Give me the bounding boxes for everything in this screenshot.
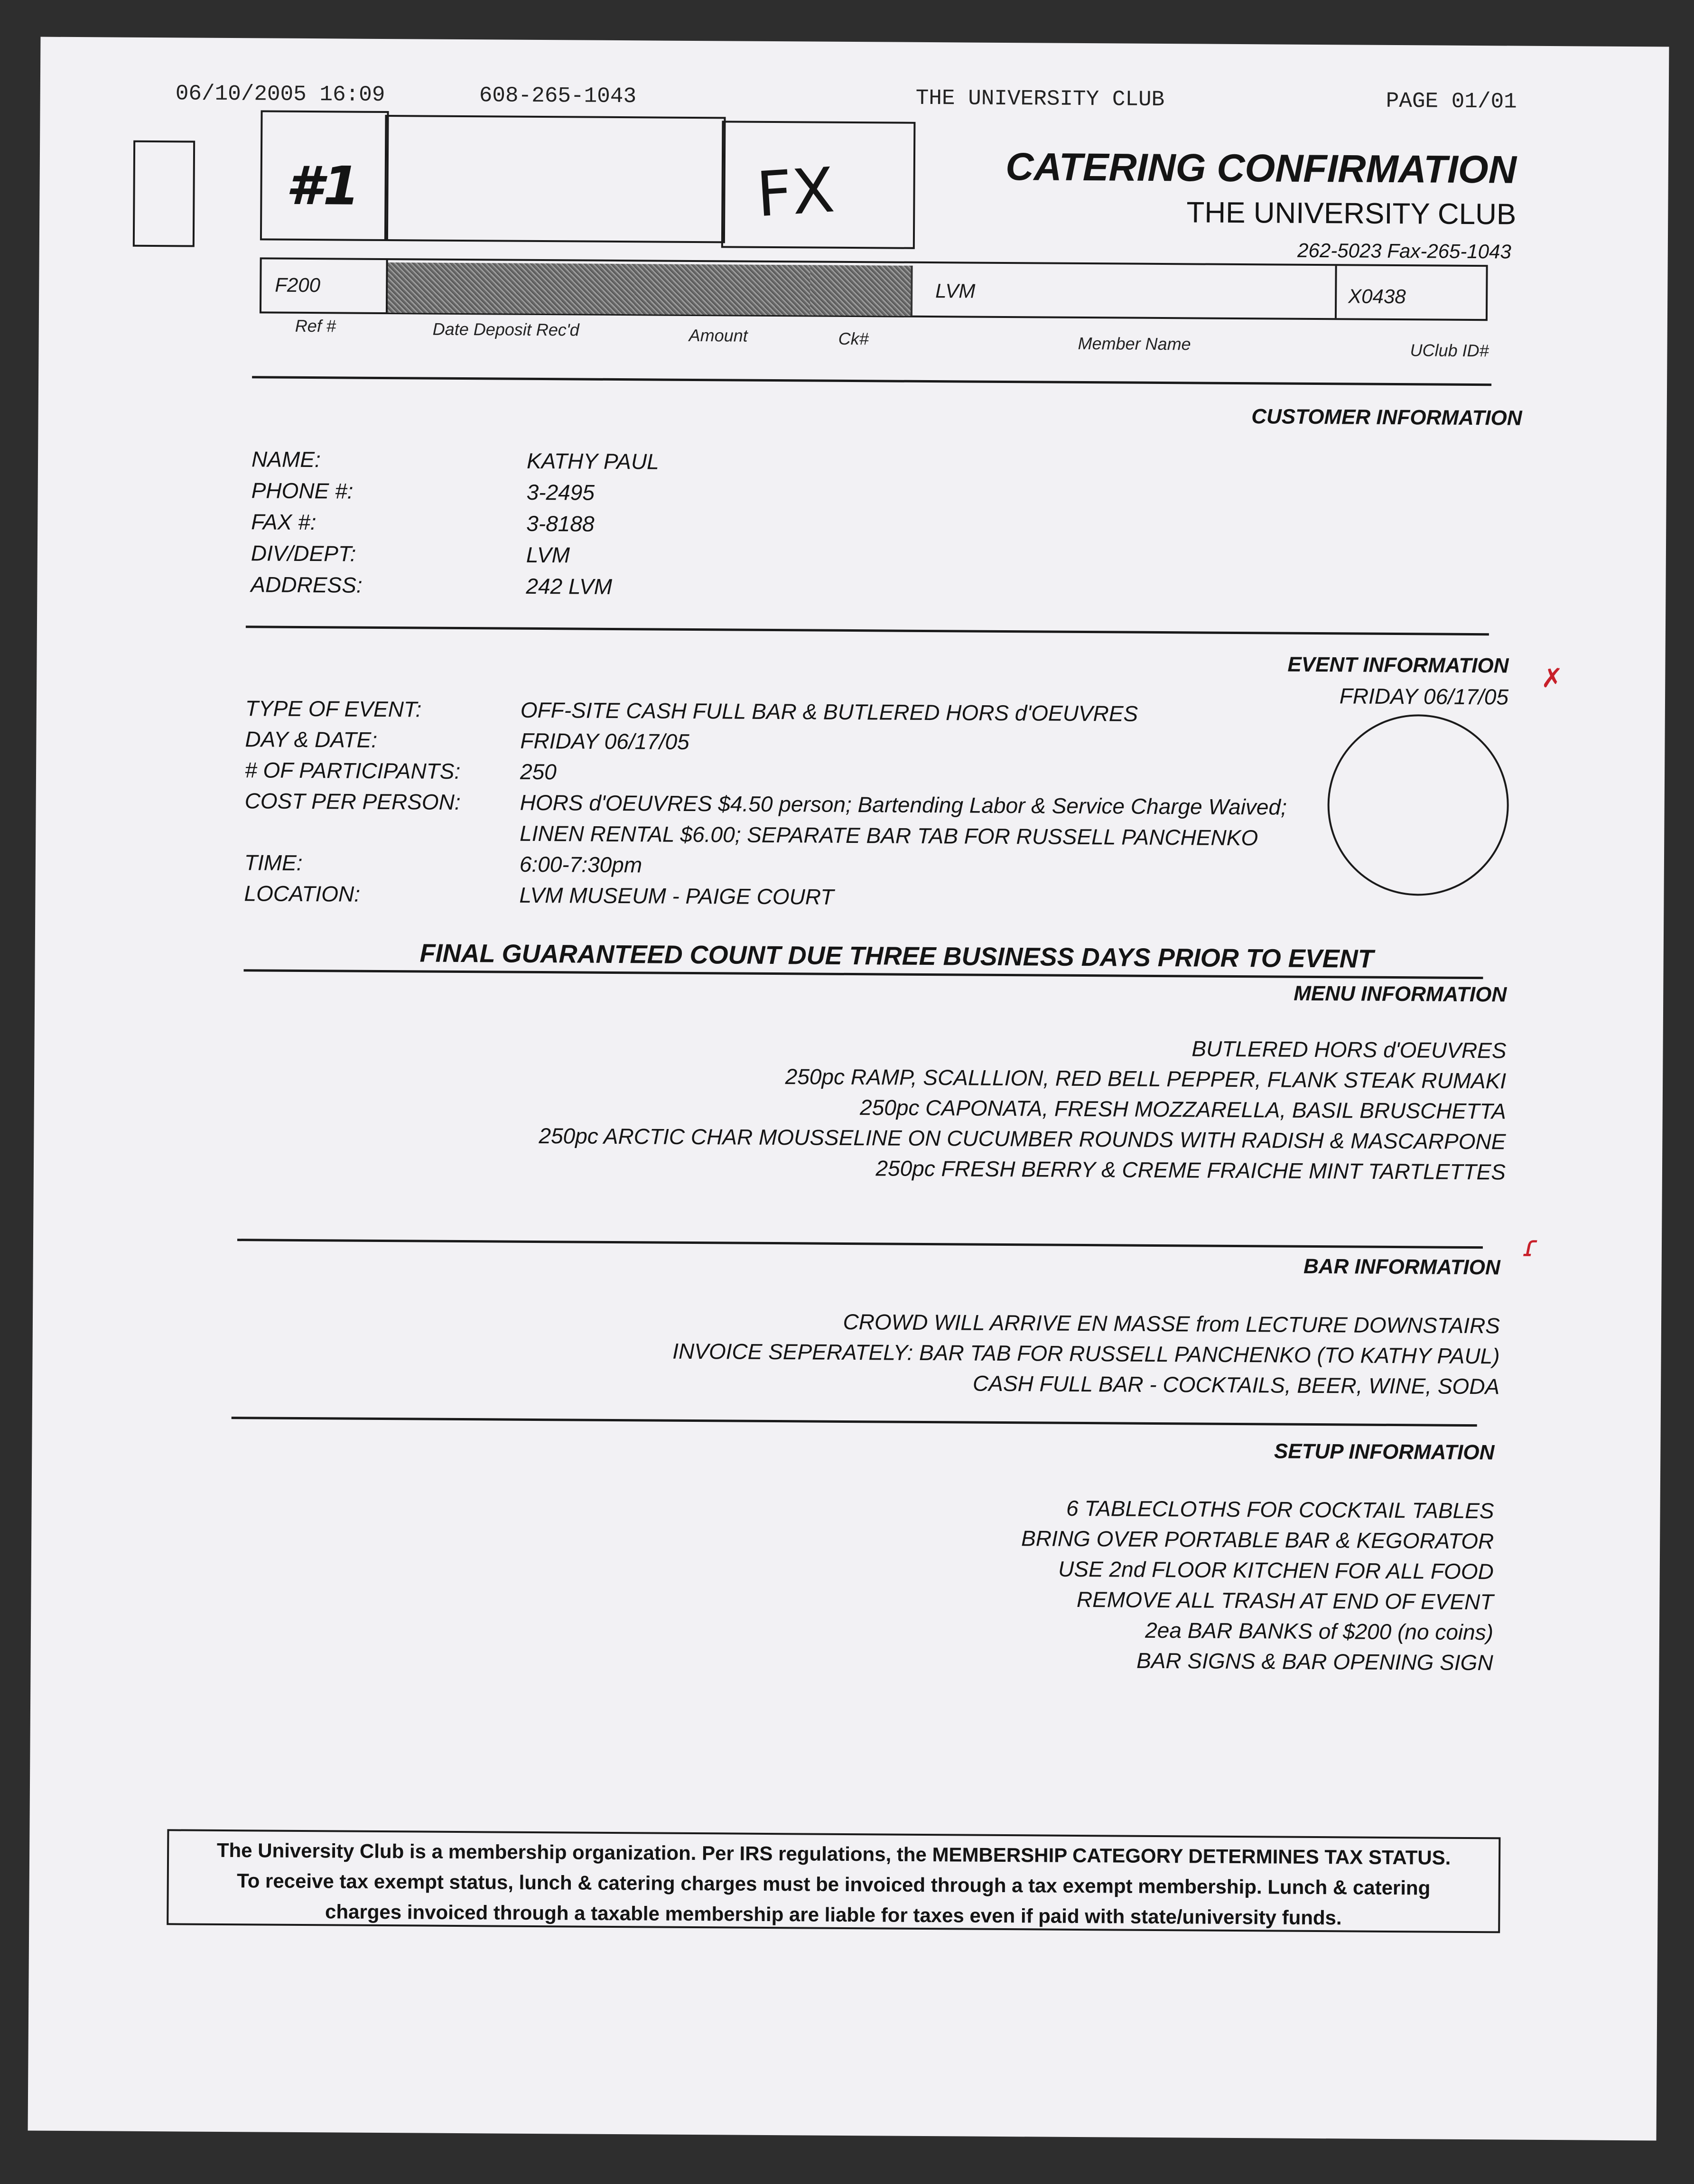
redacted-check-field [810,265,913,316]
field-label: TYPE OF EVENT: [245,696,422,722]
initials-box [721,121,916,249]
list-item: USE 2nd FLOOR KITCHEN FOR ALL FOOD [1058,1556,1494,1584]
list-item: 250pc FRESH BERRY & CREME FRAICHE MINT TARTLETTES [875,1156,1506,1185]
uclub-divider [1335,266,1337,318]
member-name-label: Member Name [1078,333,1191,354]
customer-divider [252,376,1491,386]
document-title: CATERING CONFIRMATION [1005,145,1517,192]
field-label: PHONE #: [251,478,354,504]
field-label: TIME: [244,850,303,875]
tax-status-notice [167,1829,1500,1933]
amount-label: Amount [689,325,748,345]
field-label: COST PER PERSON: [244,788,461,814]
field-label: ADDRESS: [251,572,363,597]
notice-line: The University Club is a membership organization. Per IRS regulations, the MEMBERSHIP CATEGORY DETERMINES TAX STATUS. [216,1839,1451,1869]
list-item: 250pc RAMP, SCALLLION, RED BELL PEPPER, FLANK STEAK RUMAKI [785,1064,1507,1093]
field-label: DAY & DATE: [245,727,378,752]
uclub-id-label: UClub ID# [1410,340,1489,361]
member-name-value: LVM [935,280,976,302]
list-item: 6 TABLECLOTHS FOR COCKTAIL TABLES [1066,1495,1494,1523]
field-value: 6:00-7:30pm [519,851,642,877]
field-value: LINEN RENTAL $6.00; SEPARATE BAR TAB FOR RUSSELL PANCHENKO [520,821,1258,850]
handwritten-initials: FX [754,154,837,231]
field-value: LVM [526,542,570,568]
fax-datetime: 06/10/2005 16:09 [175,81,385,107]
menu-section-title: MENU INFORMATION [1294,981,1507,1007]
field-value: FRIDAY 06/17/05 [520,728,689,754]
field-label: NAME: [251,447,321,472]
blank-stamp-box [133,140,195,247]
check-label: Ck# [838,328,869,349]
ref-label: Ref # [295,316,336,336]
field-value: 3-2495 [526,479,595,505]
list-item: BRING OVER PORTABLE BAR & KEGORATOR [1021,1526,1494,1554]
fax-sender: THE UNIVERSITY CLUB [915,85,1165,112]
bar-section-title: BAR INFORMATION [1303,1254,1500,1279]
list-item: BUTLERED HORS d'OEUVRES [1191,1036,1507,1063]
redacted-amount-field [634,264,812,315]
field-label: LOCATION: [244,881,361,906]
red-pen-mark: ɾ [1523,1230,1539,1263]
event-divider [246,625,1489,635]
field-label: # OF PARTICIPANTS: [244,757,461,784]
list-item: 2ea BAR BANKS of $200 (no coins) [1145,1617,1494,1645]
notice-line: charges invoiced through a taxable membership are liable for taxes even if paid with state/university funds. [325,1900,1342,1929]
customer-section-title: CUSTOMER INFORMATION [1251,405,1522,430]
field-value: 3-8188 [526,511,595,536]
official-stamp-circle [1327,714,1509,896]
uclub-id-value: X0438 [1348,285,1406,308]
list-item: REMOVE ALL TRASH AT END OF EVENT [1076,1587,1494,1615]
fax-page: PAGE 01/01 [1386,88,1517,114]
organization-phones: 262-5023 Fax-265-1043 [1297,239,1511,263]
fax-phone: 608-265-1043 [479,83,637,109]
field-value: LVM MUSEUM - PAIGE COURT [519,882,834,909]
notice-line: To receive tax exempt status, lunch & catering charges must be invoiced through a tax exempt membership. Lunch & catering [237,1869,1431,1899]
ticket-number-box [260,110,389,241]
field-value: 242 LVM [526,573,613,599]
date-deposit-label: Date Deposit Rec'd [432,319,579,340]
list-item: INVOICE SEPERATELY: BAR TAB FOR RUSSELL PANCHENKO (TO KATHY PAUL) [672,1338,1500,1369]
field-value: HORS d'OEUVRES $4.50 person; Bartending Labor & Service Charge Waived; [520,790,1287,820]
reference-row [260,257,1488,321]
field-label: FAX #: [251,509,316,535]
setup-divider [232,1417,1477,1427]
menu-items-list [539,1029,1507,1187]
field-value: KATHY PAUL [526,448,659,474]
list-item: 250pc ARCTIC CHAR MOUSSELINE ON CUCUMBER ROUNDS WITH RADISH & MASCARPONE [539,1123,1506,1154]
fax-document-page [28,37,1669,2141]
event-date-heading: FRIDAY 06/17/05 [1339,683,1509,709]
field-value: 250 [520,759,557,784]
red-pen-mark: ✗ [1541,663,1564,694]
field-value: OFF-SITE CASH FULL BAR & BUTLERED HORS d'OEUVRES [520,697,1138,726]
bar-divider [237,1239,1483,1249]
ref-number-value: F200 [275,273,321,297]
list-item: BAR SIGNS & BAR OPENING SIGN [1136,1648,1493,1675]
list-item: CROWD WILL ARRIVE EN MASSE from LECTURE DOWNSTAIRS [843,1309,1500,1338]
bar-items-list [672,1306,1500,1402]
ticket-number: #1 [286,155,360,217]
blank-box [384,115,726,243]
redacted-date-field [388,262,637,314]
setup-section-title: SETUP INFORMATION [1274,1439,1495,1465]
guarantee-notice: FINAL GUARANTEED COUNT DUE THREE BUSINESS DAYS PRIOR TO EVENT [419,939,1374,973]
organization-name: THE UNIVERSITY CLUB [1186,196,1517,231]
setup-items-list [1020,1493,1494,1678]
list-item: 250pc CAPONATA, FRESH MOZZARELLA, BASIL BRUSCHETTA [859,1095,1506,1124]
event-section-title: EVENT INFORMATION [1287,653,1509,678]
field-label: DIV/DEPT: [251,541,356,566]
list-item: CASH FULL BAR - COCKTAILS, BEER, WINE, SODA [972,1371,1500,1399]
